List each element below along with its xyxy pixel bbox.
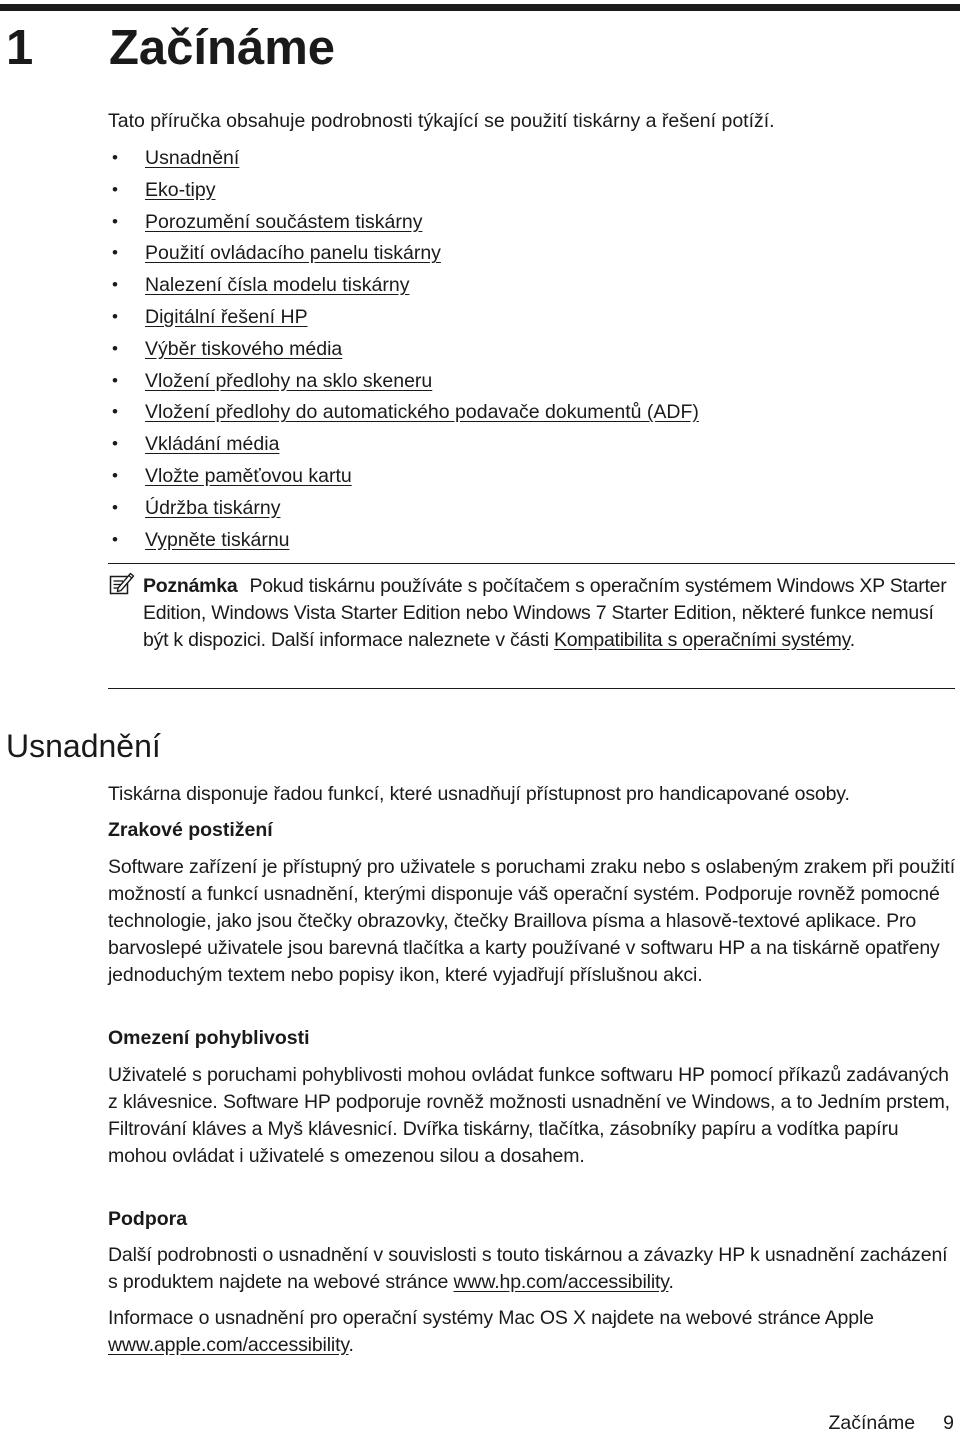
toc-link-udrzba[interactable]: Údržba tiskárny	[145, 496, 281, 519]
note-link-compatibility[interactable]: Kompatibilita s operačními systémy	[554, 629, 850, 651]
visual-heading: Zrakové postižení	[108, 819, 273, 841]
chapter-intro: Tato příručka obsahuje podrobnosti týkající se použití tiskárny a řešení potíží.	[108, 110, 775, 132]
mobility-text: Uživatelé s poruchami pohyblivosti mohou ovládat funkce softwaru HP pomocí příkazů zadávaných z klávesnice. Software HP podporuje rovněž možnosti usnadnění ve Windows, a to Jedním prstem, Filtrování kláves a Myš klávesnicí. Dvířka tiskárny, tlačítka, zásobníky papíru a vodítka papíru mohou ovládat i uživatelé s omezenou silou a dosahem.	[108, 1064, 950, 1167]
toc-link-digitalni-reseni[interactable]: Digitální řešení HP	[145, 305, 308, 328]
toc-link-eko-tipy[interactable]: Eko-tipy	[145, 178, 216, 201]
note-pencil-icon	[109, 571, 135, 600]
link-hp-accessibility[interactable]: www.hp.com/accessibility	[453, 1271, 669, 1293]
toc-link-ovladaci-panel[interactable]: Použití ovládacího panelu tiskárny	[145, 242, 441, 265]
page-footer	[828, 1410, 954, 1436]
support-text-1: Další podrobnosti o usnadnění v souvislosti s touto tiskárnou a závazky HP k usnadnění zacházení s produktem najdete na webové stránce www.hp.com/accessibility.	[108, 1244, 948, 1293]
toc-item: • Výběr tiskového média	[112, 337, 343, 360]
toc-item: • Nalezení čísla modelu tiskárny	[112, 274, 410, 297]
toc-item: • Vložte paměťovou kartu	[112, 464, 352, 487]
page-number: 9	[943, 1412, 954, 1434]
toc-link-vkladani-media[interactable]: Vkládání média	[145, 433, 280, 456]
footer-label: Začínáme	[828, 1412, 916, 1434]
toc-item: • Použití ovládacího panelu tiskárny	[112, 242, 441, 265]
mobility-heading: Omezení pohyblivosti	[108, 1027, 310, 1049]
link-apple-accessibility[interactable]: www.apple.com/accessibility	[108, 1334, 349, 1356]
support-text-2: Informace o usnadnění pro operační systémy Mac OS X najdete na webové stránce Apple www.apple.com/accessibility.	[108, 1307, 874, 1356]
toc-item: • Vložení předlohy na sklo skeneru	[112, 369, 433, 392]
section-heading: Usnadnění	[6, 728, 161, 764]
toc-link-pametova-karta[interactable]: Vložte paměťovou kartu	[145, 464, 352, 487]
note-box	[108, 563, 955, 689]
toc-item: • Vložení předlohy do automatického podavače dokumentů (ADF)	[112, 401, 699, 424]
toc-item: • Digitální řešení HP	[112, 305, 308, 328]
toc-item: • Údržba tiskárny	[112, 496, 281, 519]
toc-item: • Vypněte tiskárnu	[112, 528, 290, 551]
chapter-title: Začínáme	[109, 21, 336, 75]
toc-item: • Vkládání média	[112, 433, 280, 456]
toc-list	[108, 144, 699, 557]
top-rule	[0, 4, 960, 11]
toc-link-vypnete[interactable]: Vypněte tiskárnu	[145, 528, 290, 551]
toc-item: • Usnadnění	[112, 147, 240, 169]
note-label: Poznámka	[143, 575, 238, 597]
chapter-heading	[6, 18, 335, 78]
section-intro: Tiskárna disponuje řadou funkcí, které usnadňují přístupnost pro handicapované osoby.	[108, 783, 850, 805]
visual-text: Software zařízení je přístupný pro uživatele s poruchami zraku nebo s oslabeným zrakem při použití možností a funkcí usnadnění, kterými disponuje váš operační systém. Podporuje rovněž pomocné technologie, jako jsou čtečky obrazovky, čtečky Braillova písma a hlasově-textové aplikace. Pro barvoslepé uživatele jsou barevná tlačítka a karty používané v softwaru HP a na tiskárně opatřeny jednoduchým textem nebo popisy ikon, které vyjadřují příslušnou akci.	[108, 856, 955, 986]
note-text: Poznámka Pokud tiskárnu používáte s počítačem s operačním systémem Windows XP Starter Edition, Windows Vista Starter Edition nebo Windows 7 Starter Edition, některé funkce nemusí být k dispozici. Další informace naleznete v části Kompatibilita s operačními systémy.	[143, 575, 947, 651]
toc-item: • Eko-tipy	[112, 178, 216, 201]
support-heading: Podpora	[108, 1208, 188, 1230]
toc-link-sklo-skeneru[interactable]: Vložení předlohy na sklo skeneru	[145, 369, 433, 392]
toc-link-vyber-media[interactable]: Výběr tiskového média	[145, 337, 343, 360]
toc-item: • Porozumění součástem tiskárny	[112, 210, 423, 233]
toc-link-soucasti[interactable]: Porozumění součástem tiskárny	[145, 210, 423, 233]
toc-link-usnadneni[interactable]: Usnadnění	[145, 147, 240, 169]
toc-link-adf[interactable]: Vložení předlohy do automatického podavače dokumentů (ADF)	[145, 401, 699, 424]
toc-link-cislo-modelu[interactable]: Nalezení čísla modelu tiskárny	[145, 274, 410, 297]
chapter-number: 1	[6, 21, 34, 75]
